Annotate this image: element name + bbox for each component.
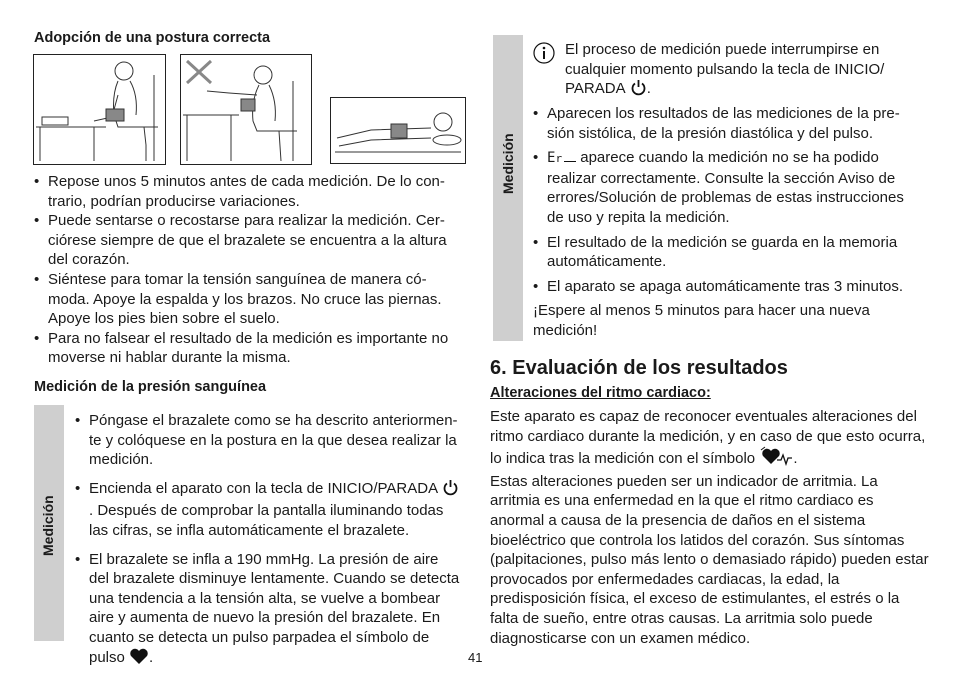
power-icon	[630, 79, 647, 102]
list-item: • El resultado de la medición se guarda en la memoria automáticamente.	[533, 233, 923, 272]
posture-figure-incorrect	[180, 54, 312, 165]
info-text: El proceso de medición puede interrumpirse en cualquier momento pulsando la tecla de INICIO/ PARADA	[565, 41, 885, 98]
heart-icon	[129, 648, 149, 671]
error-text: aparece cuando la medición no se ha podido realizar correctamente. Consulte la sección Aviso de errores/Solución de problemas de estas instrucciones de uso y repita la medición.	[547, 149, 904, 226]
posture-figure-lying	[330, 97, 466, 164]
info-text: .	[646, 80, 651, 98]
list-item: • Siéntese para tomar la tensión sanguínea de manera có-moda. Apoye la espalda y los brazos. No cruce las piernas. Apoye los pies bien sobre el suelo.	[34, 270, 458, 329]
posture-figure-correct	[33, 54, 166, 165]
measurement-steps	[75, 411, 461, 670]
page-number: 41	[468, 650, 483, 665]
error-symbol: Er	[547, 150, 576, 166]
list-item	[533, 148, 923, 227]
paragraph-text: Este aparato es capaz de reconocer eventuales alteraciones del ritmo cardiaco durante la medición, y en caso de que esto ocurra, lo indica tras la medición con el símbolo	[490, 408, 926, 468]
list-item: • Repose unos 5 minutos antes de cada medición. De lo con-trario, podrían producirse variaciones.	[34, 172, 458, 211]
side-label: Medición	[40, 495, 56, 556]
measurement-heading: Medición de la presión sanguínea	[34, 379, 267, 395]
list-item: • Aparecen los resultados de las mediciones de la pre-sión sistólica, de la presión diastólica y del pulso.	[533, 104, 923, 143]
step-text: El brazalete se infla a 190 mmHg. La presión de aire del brazalete disminuye lentamente. Cuando se detecta una tendencia a la tensión alta, se vuelve a bombear aire y aumenta de nuevo la presión del brazalete. En cuanto se detecta un pulso parpadea el símbolo de pulso	[89, 550, 460, 666]
lying-posture-illustration	[331, 98, 465, 163]
step-text: .	[149, 648, 154, 666]
power-icon	[442, 479, 459, 502]
list-item: • El aparato se apaga automáticamente tras 3 minutos.	[533, 277, 923, 297]
list-item	[75, 550, 461, 671]
correct-posture-illustration	[34, 55, 165, 164]
info-note	[533, 40, 923, 102]
step-text: Póngase el brazalete como se ha descrito anteriormen-te y colóquese en la postura en la que desea realizar la medición.	[89, 412, 458, 469]
results-list	[533, 104, 923, 296]
wait-note: ¡Espere al menos 5 minutos para hacer una nueva medición!	[533, 302, 870, 339]
posture-list	[34, 172, 458, 368]
list-item: • Puede sentarse o recostarse para realizar la medición. Cer-ciórese siempre de que el brazalete se encuentra a la altura del corazón.	[34, 211, 458, 270]
section-title: 6. Evaluación de los resultados	[490, 357, 788, 379]
paragraph-text: Estas alteraciones pueden ser un indicador de arritmia. La arritmia es una enfermedad en la que el ritmo cardiaco es anormal a causa de la presencia de daños en el sistema bioeléctrico que controla los latidos del corazón. Sus síntomas (palpitaciones, pulso más lento o demasiado rápido) pueden estar provocados por enfermedades cardiacas, la edad, la predisposición física, el exceso de estimulantes, el estrés o la falta de sueño, entre otras causas. La arritmia solo puede diagnosticarse con un examen médico.	[490, 472, 929, 647]
posture-heading: Adopción de una postura correcta	[34, 30, 271, 46]
incorrect-posture-illustration	[181, 55, 311, 164]
arrhythmia-paragraph	[490, 407, 930, 648]
list-item	[75, 411, 461, 470]
step-text: . Después de comprobar la pantalla iluminando todas las cifras, se infla automáticamente el brazalete.	[89, 502, 444, 539]
list-item: • Para no falsear el resultado de la medición es importante no moverse ni hablar durante la misma.	[34, 329, 458, 368]
info-icon	[533, 42, 555, 70]
step-text: Encienda el aparato con la tecla de INICIO/PARADA	[89, 479, 439, 497]
arrhythmia-heart-icon	[759, 446, 793, 472]
list-item	[75, 479, 461, 541]
sub-heading: Alteraciones del ritmo cardiaco:	[490, 385, 711, 401]
paragraph-text: .	[793, 450, 798, 468]
side-label-right: Medición	[500, 133, 516, 194]
